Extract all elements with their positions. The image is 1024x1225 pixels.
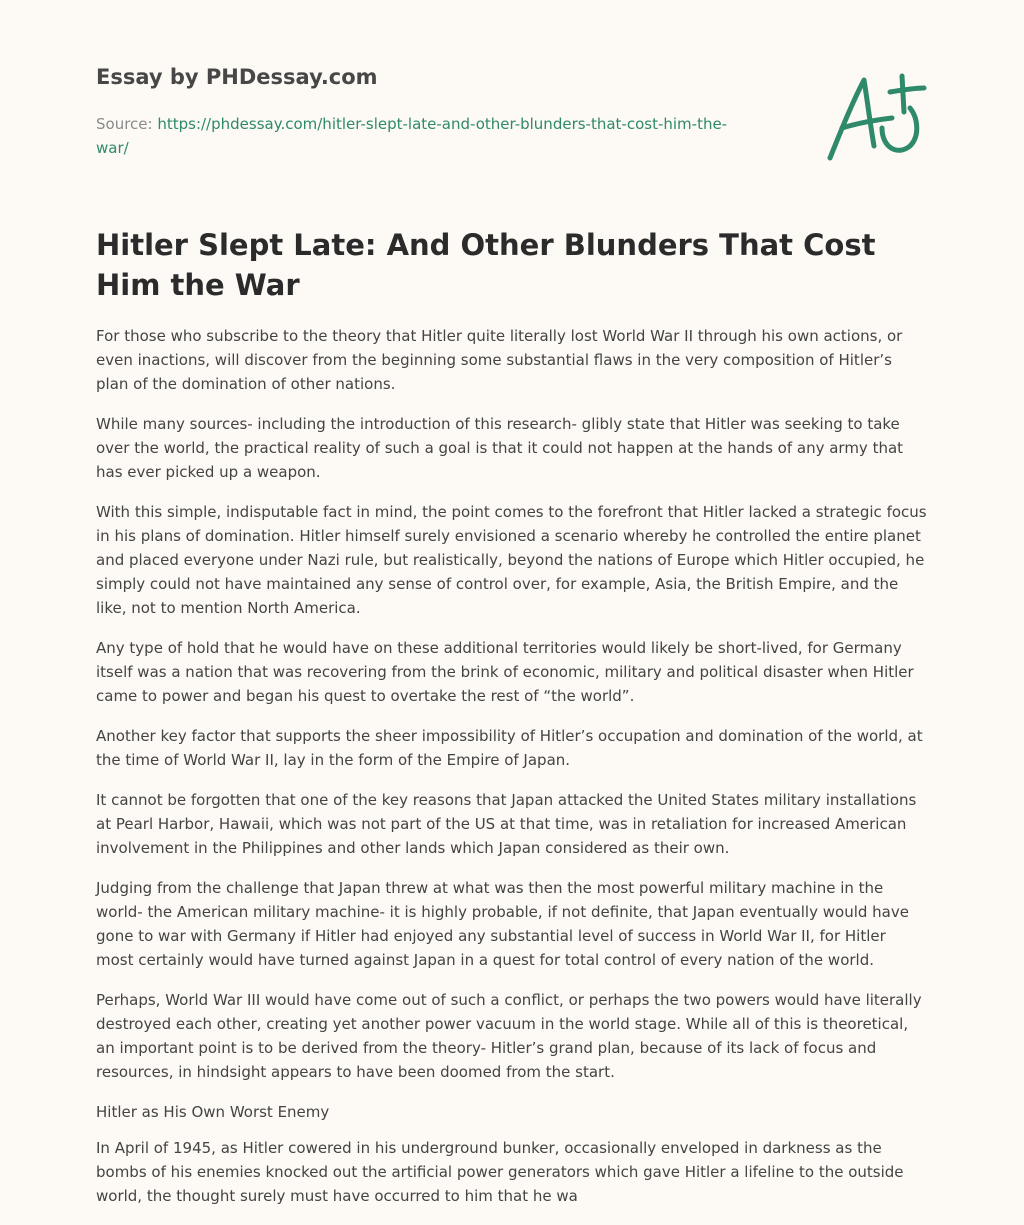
page-header	[96, 62, 796, 160]
source-label: Source:	[96, 115, 158, 133]
paragraph: For those who subscribe to the theory that Hitler quite literally lost World War II through his own actions, or even inactions, will discover from the beginning some substantial flaws in the very composition of Hitler’s plan of the domination of other nations.	[96, 327, 903, 393]
site-brand: Essay by PHDessay.com	[96, 65, 378, 89]
paragraph: With this simple, indisputable fact in mind, the point comes to the forefront that Hitler lacked a strategic focus in his plans of domination. Hitler himself surely envisioned a scenario whereby he controlled the entire planet and placed everyone under Nazi rule, but realistically, beyond the nations of Europe which Hitler occupied, he simply could not have maintained any sense of control over, for example, Asia, the British Empire, and the like, not to mention North America.	[96, 503, 927, 617]
paragraph: In April of 1945, as Hitler cowered in his underground bunker, occasionally enveloped in darkness as the bombs of his enemies knocked out the artificial power generators which gave Hitler a lifeline to the outside world, the thought surely must have occurred to him that he wa	[96, 1139, 904, 1205]
paragraph: Another key factor that supports the sheer impossibility of Hitler’s occupation and domination of the world, at the time of World War II, lay in the form of the Empire of Japan.	[96, 727, 923, 769]
source-link[interactable]: https://phdessay.com/hitler-slept-late-and-other-blunders-that-cost-him-the-war/	[96, 115, 728, 157]
section-subheading: Hitler as His Own Worst Enemy	[96, 1103, 330, 1121]
paragraph: It cannot be forgotten that one of the key reasons that Japan attacked the United States military installations at Pearl Harbor, Hawaii, which was not part of the US at that time, was in retaliation for increased American involvement in the Philippines and other lands which Japan considered as their own.	[96, 791, 917, 857]
paragraph: Perhaps, World War III would have come out of such a conflict, or perhaps the two powers would have literally destroyed each other, creating yet another power vacuum in the world stage. While all of this is theoretical, an important point is to be derived from the theory- Hitler’s grand plan, because of its lack of focus and resources, in hindsight appears to have been doomed from the start.	[96, 991, 922, 1081]
paragraph: Any type of hold that he would have on these additional territories would likely be short-lived, for Germany itself was a nation that was recovering from the brink of economic, military and political disaster when Hitler came to power and began his quest to overtake the rest of “the world”.	[96, 639, 914, 705]
source-line	[96, 112, 736, 160]
a-plus-logo-icon	[820, 68, 930, 168]
paragraph: Judging from the challenge that Japan threw at what was then the most powerful military machine in the world- the American military machine- it is highly probable, if not definite, that Japan eventually would have gone to war with Germany if Hitler had enjoyed any substantial level of success in World War II, for Hitler most certainly would have turned against Japan in a quest for total control of every nation of the world.	[96, 879, 909, 969]
paragraph: While many sources- including the introduction of this research- glibly state that Hitler was seeking to take over the world, the practical reality of such a goal is that it could not happen at the hands of any army that has ever picked up a weapon.	[96, 415, 904, 481]
article-body	[96, 324, 928, 1224]
article-title: Hitler Slept Late: And Other Blunders That Cost Him the War	[96, 228, 876, 302]
